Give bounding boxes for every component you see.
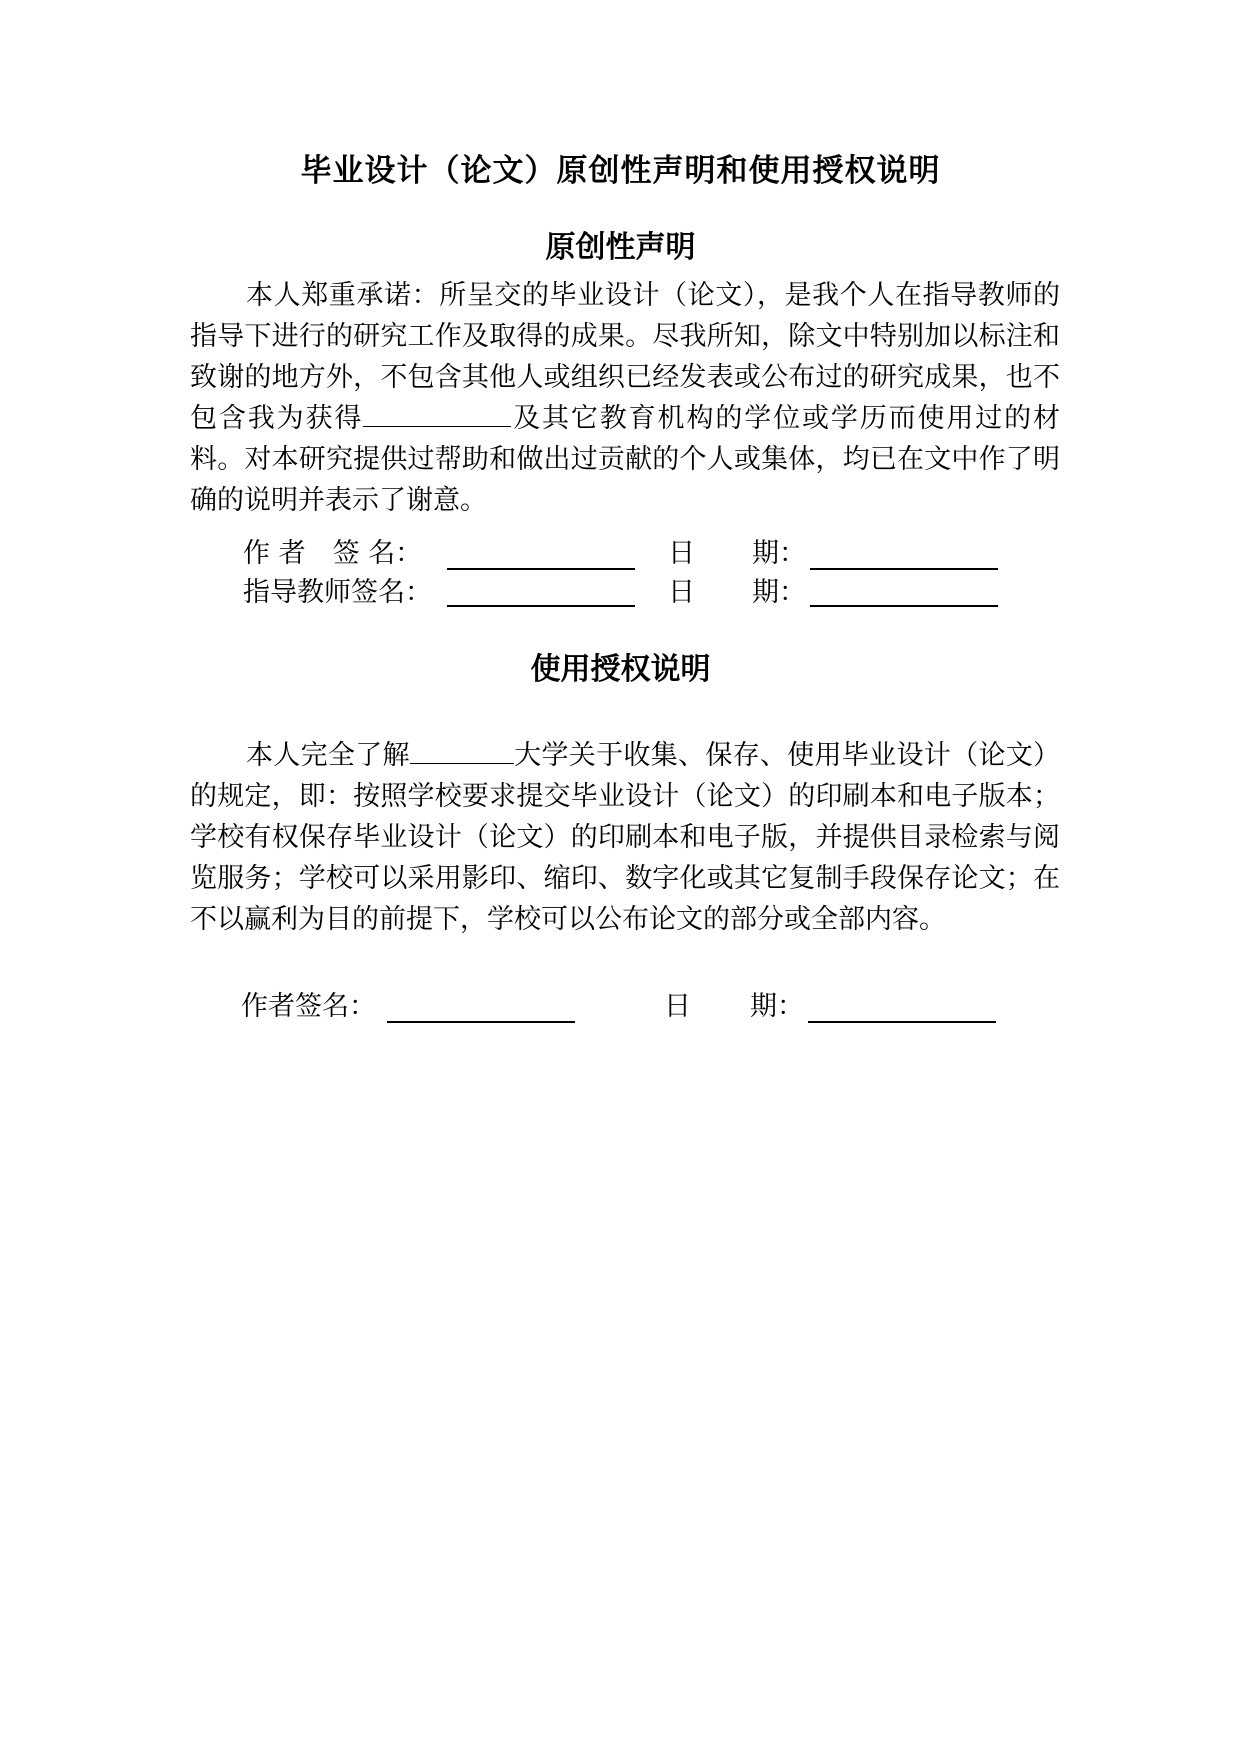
advisor-signature-row — [0, 573, 1241, 613]
date-char-3: 日 — [664, 991, 691, 1022]
authorization-statement — [190, 735, 1060, 940]
author-date-line[interactable] — [810, 568, 998, 570]
advisor-signature-line[interactable] — [447, 605, 635, 607]
auth-date-line[interactable] — [808, 1021, 996, 1023]
date-label-1: 期： — [752, 538, 806, 569]
document-title: 毕业设计（论文）原创性声明和使用授权说明 — [300, 153, 941, 189]
date-label-2: 期： — [752, 577, 806, 608]
author-sign-label: 作 者 签 名： — [243, 538, 423, 569]
originality-heading: 原创性声明 — [545, 230, 696, 265]
originality-text-part1: 本人郑重承诺：所呈交的毕业设计（论文），是我个人在指导教师的指导下进行的研究工作及取得的成果。尽我所知，除文中特别加以标注和致谢的地方外，不包含其他人或组织已经发表或公布过的研究成果，也不包含我为获得 — [190, 280, 1060, 434]
date-label-3: 期： — [750, 991, 804, 1022]
authorization-signature-row — [0, 987, 1241, 1027]
advisor-sign-label: 指导教师签名： — [243, 577, 432, 608]
university-blank[interactable] — [410, 736, 514, 764]
originality-text-part2: 及其它教育机构的学位或学历而使用过的材料。对本研究提供过帮助和做出过贡献的个人或集体，均已在文中作了明确的说明并表示了谢意。 — [190, 403, 1061, 516]
authorization-heading: 使用授权说明 — [530, 652, 711, 687]
author-signature-row — [0, 534, 1241, 574]
date-char-2: 日 — [668, 577, 695, 608]
originality-statement — [190, 275, 1060, 521]
advisor-date-line[interactable] — [810, 605, 998, 607]
authorization-text-part1: 本人完全了解 — [246, 740, 410, 771]
auth-author-sign-label: 作者签名： — [241, 991, 376, 1022]
authorization-text-part2: 大学关于收集、保存、使用毕业设计（论文）的规定，即：按照学校要求提交毕业设计（论文）的印刷本和电子版本；学校有权保存毕业设计（论文）的印刷本和电子版，并提供目录检索与阅览服务；学校可以采用影印、缩印、数字化或其它复制手段保存论文；在不以赢利为目的前提下，学校可以公布论文的部分或全部内容。 — [190, 740, 1061, 935]
auth-author-signature-line[interactable] — [387, 1021, 575, 1023]
author-signature-line[interactable] — [447, 568, 635, 570]
institution-blank[interactable] — [363, 399, 511, 427]
date-char-1: 日 — [668, 538, 695, 569]
